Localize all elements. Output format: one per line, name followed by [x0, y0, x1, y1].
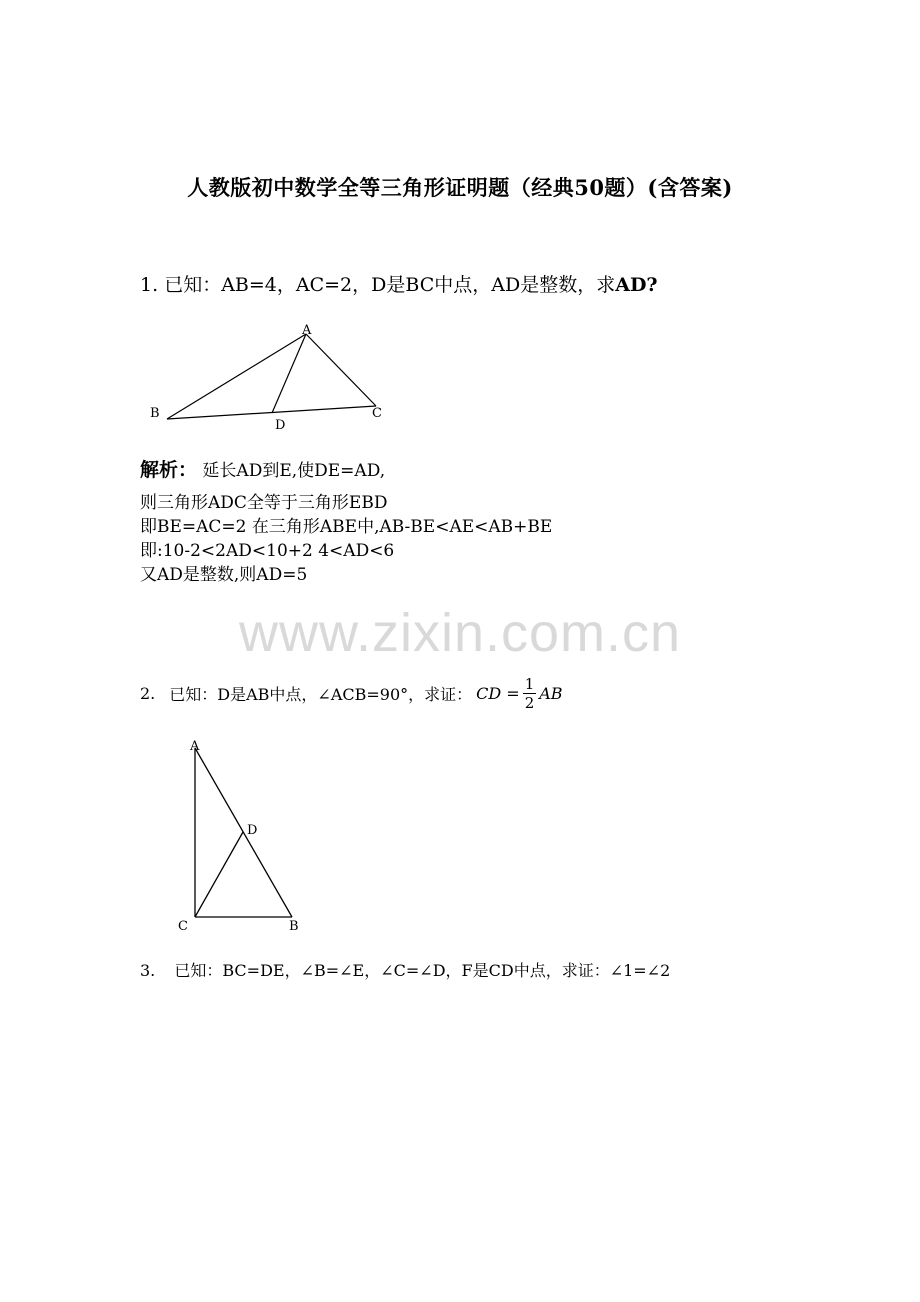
question-2 — [140, 675, 563, 712]
analysis-line: 又AD是整数,则AD=5 — [140, 565, 308, 585]
question-target: AD? — [615, 274, 658, 296]
segment-ab — [167, 334, 306, 419]
watermark: www.zixin.com.cn — [238, 603, 682, 663]
segment-ac — [306, 334, 376, 406]
formula — [476, 675, 562, 712]
point-label-a: A — [190, 739, 200, 754]
analysis-line: 即:10-2<2AD<10+2 4<AD<6 — [140, 541, 395, 561]
fraction — [523, 675, 537, 712]
segment-ad — [272, 334, 306, 413]
question-1 — [140, 270, 658, 297]
question-number: 2. — [140, 684, 156, 703]
analysis-line: 则三角形ADC全等于三角形EBD — [140, 493, 388, 513]
formula-lhs: CD = — [476, 684, 520, 703]
point-label-a: A — [302, 323, 312, 338]
question-number: 1. — [140, 274, 159, 296]
analysis-block — [140, 458, 552, 587]
point-label-b: B — [150, 406, 160, 421]
point-label-d: D — [247, 823, 258, 838]
triangle-figure-1 — [140, 315, 400, 440]
analysis-label: 解析： — [140, 459, 198, 481]
segment-cd — [195, 832, 243, 917]
question-3 — [140, 958, 670, 981]
question-text: 已知：D是AB中点，∠ACB=90°，求证： — [169, 685, 473, 704]
page-title: 人教版初中数学全等三角形证明题（经典50题）(含答案) — [187, 175, 733, 200]
question-number: 3. — [140, 961, 156, 980]
point-label-c: C — [372, 406, 382, 421]
triangle-figure-2 — [170, 735, 310, 935]
question-text: 已知：AB=4，AC=2，D是BC中点，AD是整数，求 — [164, 274, 616, 296]
point-label-b: B — [289, 919, 299, 934]
point-label-c: C — [178, 919, 188, 934]
analysis-first-line: 延长AD到E,使DE=AD, — [202, 461, 386, 481]
fraction-numerator: 1 — [524, 675, 535, 693]
formula-rhs: AB — [539, 684, 563, 703]
question-text: 已知：BC=DE，∠B=∠E，∠C=∠D，F是CD中点，求证：∠1=∠2 — [174, 961, 671, 980]
analysis-line: 即BE=AC=2 在三角形ABE中,AB-BE<AE<AB+BE — [140, 517, 553, 537]
segment-bc — [167, 406, 376, 419]
fraction-denominator: 2 — [524, 694, 535, 712]
point-label-d: D — [275, 418, 286, 433]
